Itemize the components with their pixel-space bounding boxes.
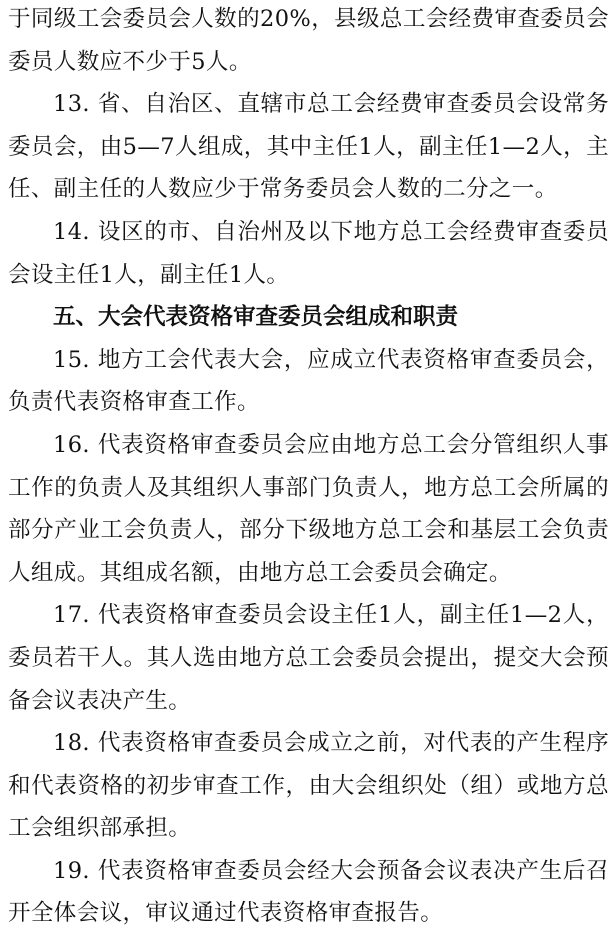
paragraph-13: 13. 省、自治区、直辖市总工会经费审查委员会设常务委员会，由5—7人组成，其中主任1人，副主任1—2人，主任、副主任的人数应少于常务委员会人数的二分之一。 [8, 91, 609, 203]
paragraph-15: 15. 地方工会代表大会，应成立代表资格审查委员会，负责代表资格审查工作。 [8, 346, 609, 416]
paragraph-17: 17. 代表资格审查委员会设主任1人，副主任1—2人，委员若干人。其人选由地方总工会委员会提出，提交大会预备会议表决产生。 [8, 602, 609, 714]
paragraph-14: 14. 设区的市、自治州及以下地方总工会经费审查委员会设主任1人，副主任1人。 [8, 218, 609, 288]
paragraph-18: 18. 代表资格审查委员会成立之前，对代表的产生程序和代表资格的初步审查工作，由大会组织处（组）或地方总工会组织部承担。 [8, 730, 609, 842]
section-heading-5: 五、大会代表资格审查委员会组成和职责 [53, 304, 459, 331]
paragraph-19: 19. 代表资格审查委员会经大会预备会议表决产生后召开全体会议，审议通过代表资格审查报告。 [8, 857, 609, 927]
paragraph-continued: 于同级工会委员会人数的20%，县级总工会经费审查委员会委员人数应不少于5人。 [8, 6, 609, 75]
paragraph-16: 16. 代表资格审查委员会应由地方总工会分管组织人事工作的负责人及其组织人事部门负责人，地方总工会所属的部分产业工会负责人，部分下级地方总工会和基层工会负责人组成。其组成名额，由地方总工会委员会确定。 [8, 431, 609, 586]
